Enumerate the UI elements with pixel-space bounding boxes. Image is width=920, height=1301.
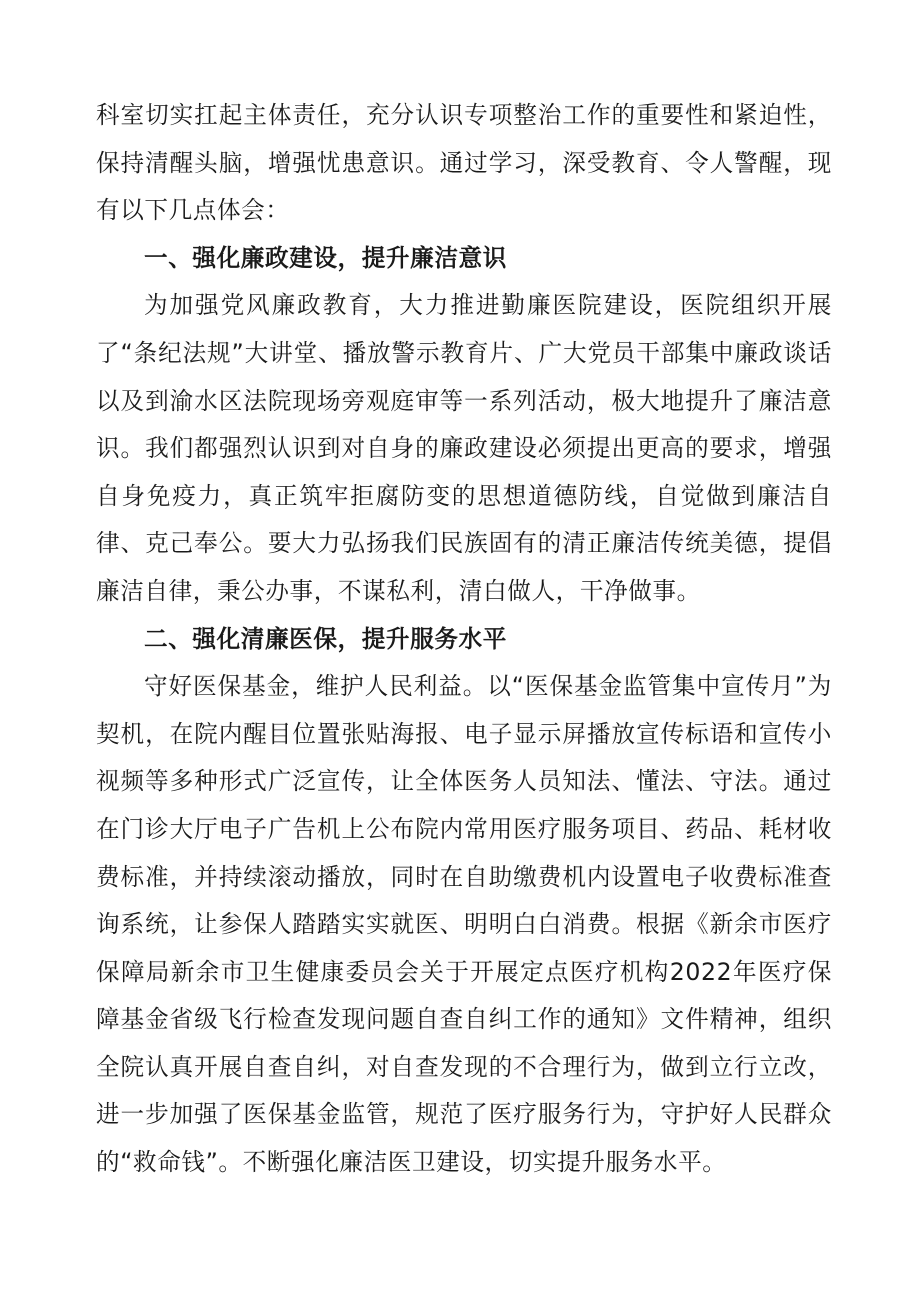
section-2-paragraph: 守好医保基金，维护人民利益。以“医保基金监管集中宣传月”为契机，在院内醒目位置张贴海报、电子显示屏播放宣传标语和宣传小视频等多种形式广泛宣传，让全体医务人员知法、懂法、守法。通过在门诊大厅电子广告机上公布院内常用医疗服务项目、药品、耗材收费标准，并持续滚动播放，同时在自助缴费机内设置电子收费标准查询系统，让参保人踏踏实实就医、明明白白消费。根据《新余市医疗保障局新余市卫生健康委员会关于开展定点医疗机构2022年医疗保障基金省级飞行检查发现问题自查自纠工作的通知》文件精神，组织全院认真开展自查自纠，对自查发现的不合理行为，做到立行立改，进一步加强了医保基金监管，规范了医疗服务行为，守护好人民群众的“救命钱”。不断强化廉洁医卫建设，切实提升服务水平。 xyxy=(96,672,832,1177)
section-1-paragraph: 为加强党风廉政教育，大力推进勤廉医院建设，医院组织开展了“条纪法规”大讲堂、播放警示教育片、广大党员干部集中廉政谈话以及到渝水区法院现场旁观庭审等一系列活动，极大地提升了廉洁意识。我们都强烈认识到对自身的廉政建设必须提出更高的要求，增强自身免疫力，真正筑牢拒腐防变的思想道德防线，自觉做到廉洁自律、克己奉公。要大力弘扬我们民族固有的清正廉洁传统美德，提倡廉洁自律，秉公办事，不谋私利，清白做人，干净做事。 xyxy=(96,291,832,605)
intro-paragraph: 科室切实扛起主体责任，充分认识专项整治工作的重要性和紧迫性，保持清醒头脑，增强忧患意识。通过学习，深受教育、令人警醒，现有以下几点体会： xyxy=(96,101,832,225)
section-heading-1: 一、强化廉政建设，提升廉洁意识 xyxy=(144,243,507,272)
section-heading-2: 二、强化清廉医保，提升服务水平 xyxy=(144,624,507,653)
document-page xyxy=(96,92,832,1187)
